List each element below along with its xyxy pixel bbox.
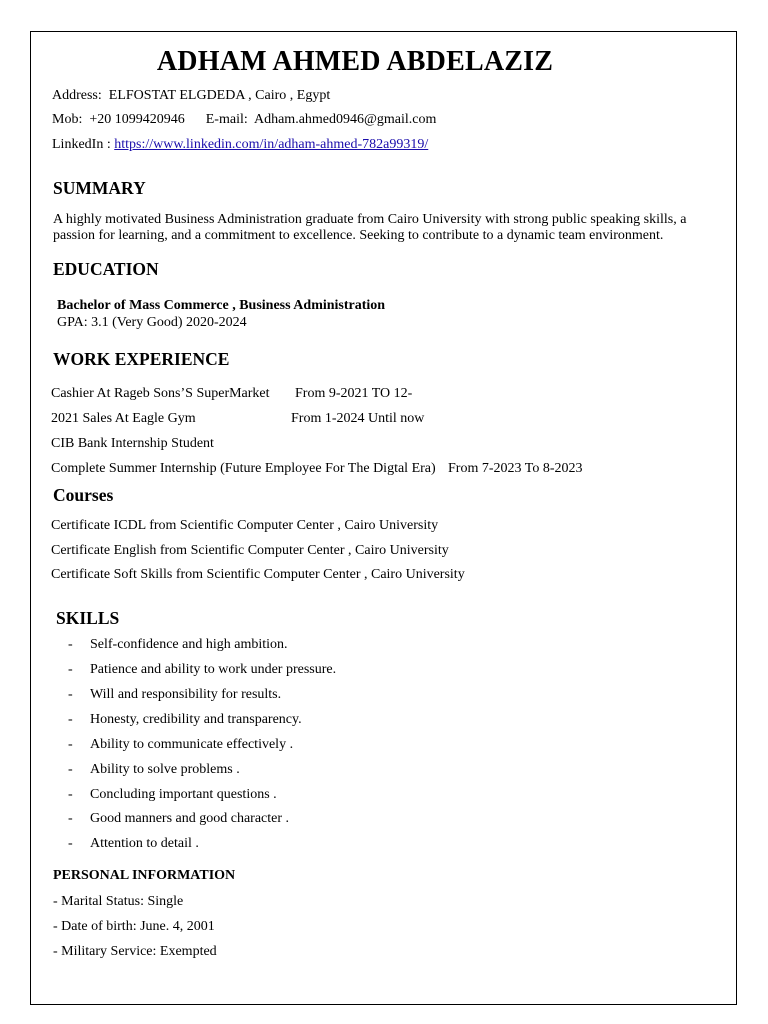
skill-text: Ability to communicate effectively . [90, 737, 294, 752]
skill-text: Self-confidence and high ambition. [90, 637, 288, 652]
skills-heading: SKILLS [56, 608, 120, 628]
dash-marker: - [68, 737, 73, 752]
address-line [52, 87, 330, 104]
email-label: E-mail: [205, 112, 248, 127]
skill-text: Good manners and good character . [90, 811, 290, 826]
work-line-4: Complete Summer Internship (Future Employee For The Digtal Era) [51, 461, 436, 476]
degree: Bachelor of Mass Commerce , Business Administration [57, 298, 386, 313]
address-label: Address: [52, 88, 102, 103]
skill-text: Patience and ability to work under pressure. [90, 662, 337, 677]
course-item: Certificate ICDL from Scientific Computer Center , Cairo University [51, 518, 439, 533]
dash-marker: - [68, 787, 73, 802]
work-line-1: Cashier At Rageb Sons’S SuperMarket [51, 386, 270, 401]
personal-item: - Date of birth: June. 4, 2001 [53, 919, 215, 934]
skill-text: Attention to detail . [90, 836, 199, 851]
summary-heading: SUMMARY [53, 178, 146, 198]
contact-line [52, 111, 436, 128]
work-line-2-dates: From 1-2024 Until now [291, 411, 425, 426]
skill-text: Concluding important questions . [90, 787, 277, 802]
personal-item: - Military Service: Exempted [53, 944, 217, 959]
courses-heading: Courses [53, 485, 114, 505]
dash-marker: - [68, 637, 73, 652]
work-heading: WORK EXPERIENCE [53, 349, 230, 369]
dash-marker: - [68, 662, 73, 677]
dash-marker: - [68, 811, 73, 826]
skill-text: Honesty, credibility and transparency. [90, 712, 302, 727]
linkedin-link[interactable]: https://www.linkedin.com/in/adham-ahmed-782a99319/ [114, 137, 429, 152]
personal-heading: PERSONAL INFORMATION [53, 868, 236, 883]
summary-text: A highly motivated Business Administration graduate from Cairo University with strong public speaking skills, a passion for learning, and a commitment to excellence. Seeking to contribute to a dynamic team environment. [53, 212, 687, 243]
address-value: ELFOSTAT ELGDEDA , Cairo , Egypt [108, 88, 331, 103]
email-value: Adham.ahmed0946@gmail.com [253, 112, 437, 127]
linkedin-label: LinkedIn : [52, 137, 111, 152]
course-item: Certificate Soft Skills from Scientific Computer Center , Cairo University [51, 567, 465, 582]
work-line-2: 2021 Sales At Eagle Gym [51, 411, 196, 426]
dash-marker: - [68, 836, 73, 851]
work-line-1-dates: From 9-2021 TO 12- [295, 386, 413, 401]
skill-text: Ability to solve problems . [90, 762, 240, 777]
work-line-3: CIB Bank Internship Student [51, 436, 214, 451]
mob-value: +20 1099420946 [89, 112, 185, 127]
personal-item: - Marital Status: Single [53, 894, 184, 909]
mob-label: Mob: [52, 112, 83, 127]
gpa: GPA: 3.1 (Very Good) 2020-2024 [57, 315, 247, 330]
education-heading: EDUCATION [53, 259, 159, 279]
dash-marker: - [68, 712, 73, 727]
work-line-4-dates: From 7-2023 To 8-2023 [448, 461, 583, 476]
course-item: Certificate English from Scientific Computer Center , Cairo University [51, 543, 449, 558]
dash-marker: - [68, 762, 73, 777]
dash-marker: - [68, 687, 73, 702]
candidate-name: ADHAM AHMED ABDELAZIZ [156, 46, 554, 77]
skill-text: Will and responsibility for results. [90, 687, 282, 702]
linkedin-line [52, 136, 428, 153]
